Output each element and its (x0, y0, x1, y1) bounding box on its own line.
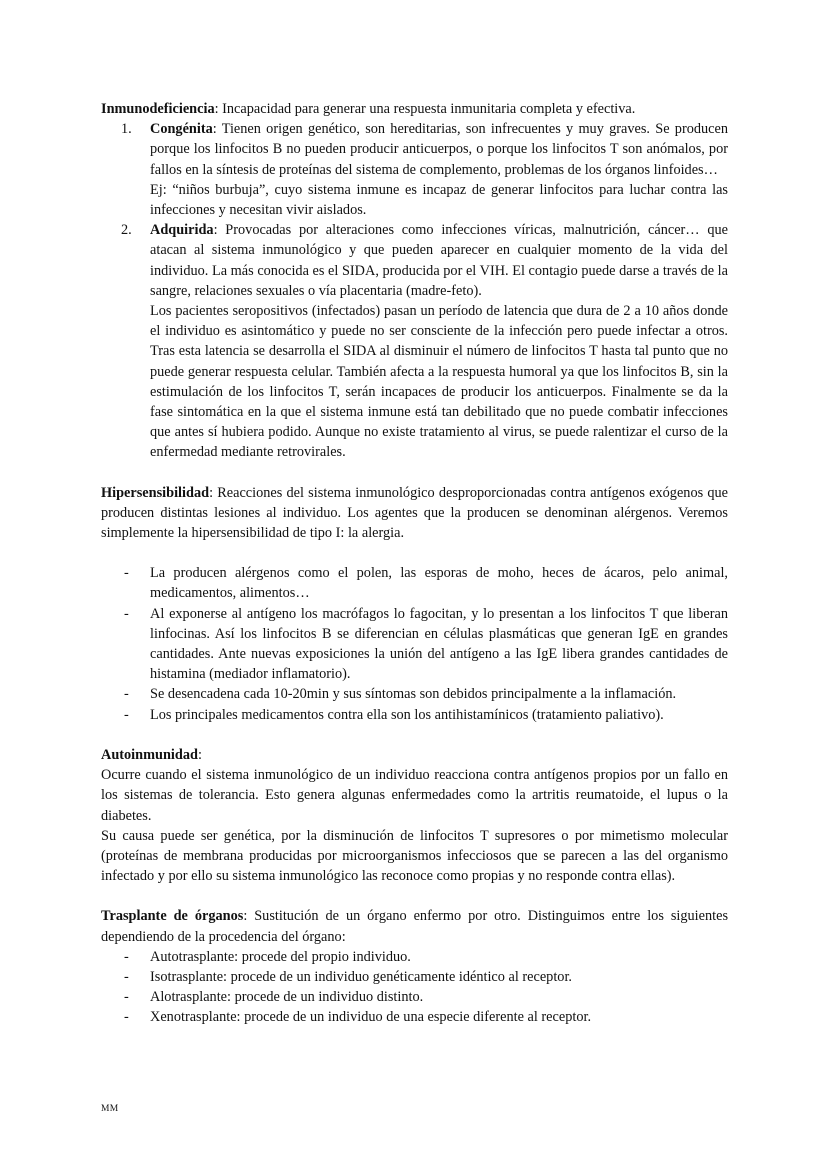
list-item-adquirida: 2. Adquirida: Provocadas por alteraciones como infecciones víricas, malnutrición, cáncer… que atacan al sistema inmunológico y que pueden aparecer en cualquier momento de la vida del individuo. La más conocida es el SIDA, producida por el VIH. El contagio puede darse a través de la sangre, relaciones sexuales o vía placentaria (madre-feto). Los pacientes seropositivos (infectados) pasan un período de latencia que dura de 2 a 10 años donde el individuo es asintomático y puede no ser consciente de la infección pero puede infectar a otros. Tras esta latencia se desarrolla el SIDA al disminuir el número de linfocitos T hasta tal punto que no puede generar respuesta celular. También afecta a la respuesta humoral ya que los linfocitos B, sin la estimulación de los linfocitos T, serán incapaces de producir los anticuerpos. Finalmente se da la fase sintomática en la que el sistema inmune está tan debilitado que no puede combatir infecciones que antes sí hubiera podido. Aunque no existe tratamiento al virus, se puede ralentizar el curso de la enfermedad mediante retrovirales. (101, 220, 728, 462)
list-item: - Al exponerse al antígeno los macrófagos lo fagocitan, y lo presentan a los linfocitos T que liberan linfocinas. Así los linfocitos B se diferencian en células plasmáticas que generan IgE en grandes cantidades. Ante nuevas exposiciones la unión del antígeno a las IgE libera grandes cantidades de histamina (mediador inflamatorio). (124, 605, 728, 683)
dash-bullet: - (124, 989, 129, 1006)
inmunodeficiencia-term: Inmunodeficiencia (101, 101, 215, 117)
list-number: 2. (121, 222, 132, 239)
inmunodeficiencia-definition: Inmunodeficiencia: Incapacidad para generar una respuesta inmunitaria completa y efectiva. (101, 101, 636, 117)
list-item: - La producen alérgenos como el polen, las esporas de moho, heces de ácaros, pelo animal, medicamentos, alimentos… (124, 565, 728, 602)
item-extra-paragraph: Los pacientes seropositivos (infectados) pasan un período de latencia que dura de 2 a 10 años donde el individuo es asintomático y puede no ser consciente de la infección pero puede infectar a otros. Tras esta latencia se desarrolla el SIDA al disminuir el número de linfocitos T hasta tal punto que no puede generar respuesta celular. También afecta a la respuesta humoral ya que los linfocitos B, sin la estimulación de los linfocitos T, serán incapaces de producir los anticuerpos. Finalmente se da la fase sintomática en la que el sistema inmune está tan debilitado que no puede combatir infecciones que antes sí hubiera podido. Aunque no existe tratamiento al virus, se puede ralentizar el curso de la enfermedad mediante retrovirales. (150, 303, 728, 461)
list-item-congenita: 1. Congénita: Tienen origen genético, son hereditarias, son infrecuentes y muy graves. Se producen porque los linfocitos B no pueden producir anticuerpos, o porque los linfocitos T son anómalos, por fallos en la síntesis de proteínas del sistema de complemento, problemas de los órganos linfoides… Ej: “niños burbuja”, cuyo sistema inmune es incapaz de generar linfocitos para luchar contra las infecciones y necesitan vivir aislados. (101, 119, 728, 220)
list-item: - Los principales medicamentos contra ella son los antihistamínicos (tratamiento paliativo). (101, 705, 728, 725)
item-term: Congénita (150, 121, 213, 138)
list-item: - Se desencadena cada 10-20min y sus síntomas son debidos principalmente a la inflamación. (101, 684, 728, 704)
hipersensibilidad-definition: Hipersensibilidad: Reacciones del sistema inmunológico desproporcionadas contra antígenos exógenos que producen distintas lesiones al individuo. Los agentes que la producen se denominan alérgenos. Veremos simplemente la hipersensibilidad de tipo I: la alergia. (101, 484, 728, 542)
trasplante-definition: Trasplante de órganos: Sustitución de un órgano enfermo por otro. Distinguimos entre los siguientes dependiendo de la procedencia del órgano: (101, 908, 729, 945)
list-item: - Alotrasplante: procede de un individuo distinto. (101, 987, 728, 1007)
inmunodeficiencia-list (101, 119, 728, 462)
hipersensibilidad-term: Hipersensibilidad (101, 484, 210, 501)
section-inmunodeficiencia (101, 99, 728, 463)
dash-bullet: - (124, 706, 129, 723)
footer-initials: MM (101, 1104, 119, 1114)
list-item: - Autotrasplante: procede del propio individuo. (101, 947, 728, 967)
section-hipersensibilidad (101, 483, 728, 725)
section-autoinmunidad (101, 745, 728, 886)
dash-bullet: - (124, 686, 129, 703)
autoinmunidad-paragraph: Ocurre cuando el sistema inmunológico de un individuo reacciona contra antígenos propios por un fallo en los sistemas de tolerancia. Esto genera algunas enfermedades como la artritis reumatoide, el lupus o la diabetes. (101, 767, 728, 824)
hipersensibilidad-list (101, 563, 728, 725)
trasplante-list (101, 947, 728, 1028)
dash-bullet: - (124, 1009, 129, 1026)
autoinmunidad-heading: Autoinmunidad: (101, 746, 202, 763)
item-example: Ej: “niños burbuja”, cuyo sistema inmune es incapaz de generar linfocitos para luchar contra las infecciones y necesitan vivir aislados. (150, 181, 728, 219)
document-body (101, 99, 728, 1028)
trasplante-term: Trasplante de órganos (101, 908, 244, 925)
list-item: - Isotrasplante: procede de un individuo genéticamente idéntico al receptor. (101, 967, 728, 987)
list-item: - Xenotrasplante: procede de un individuo de una especie diferente al receptor. (101, 1007, 728, 1027)
autoinmunidad-paragraph: Su causa puede ser genética, por la disminución de linfocitos T supresores o por mimetismo molecular (proteínas de membrana producidas por microorganismos infecciosos que se parecen a las del organismo infectado y por ello su sistema inmunológico las reconoce como propias y no responde contra ellas). (101, 827, 728, 885)
dash-bullet: - (124, 565, 129, 582)
dash-bullet: - (124, 968, 129, 985)
section-trasplante (101, 906, 728, 1027)
list-number: 1. (121, 121, 132, 138)
item-term: Adquirida (150, 222, 214, 239)
dash-bullet: - (124, 948, 129, 965)
dash-bullet: - (124, 605, 129, 622)
autoinmunidad-term: Autoinmunidad (101, 746, 198, 763)
